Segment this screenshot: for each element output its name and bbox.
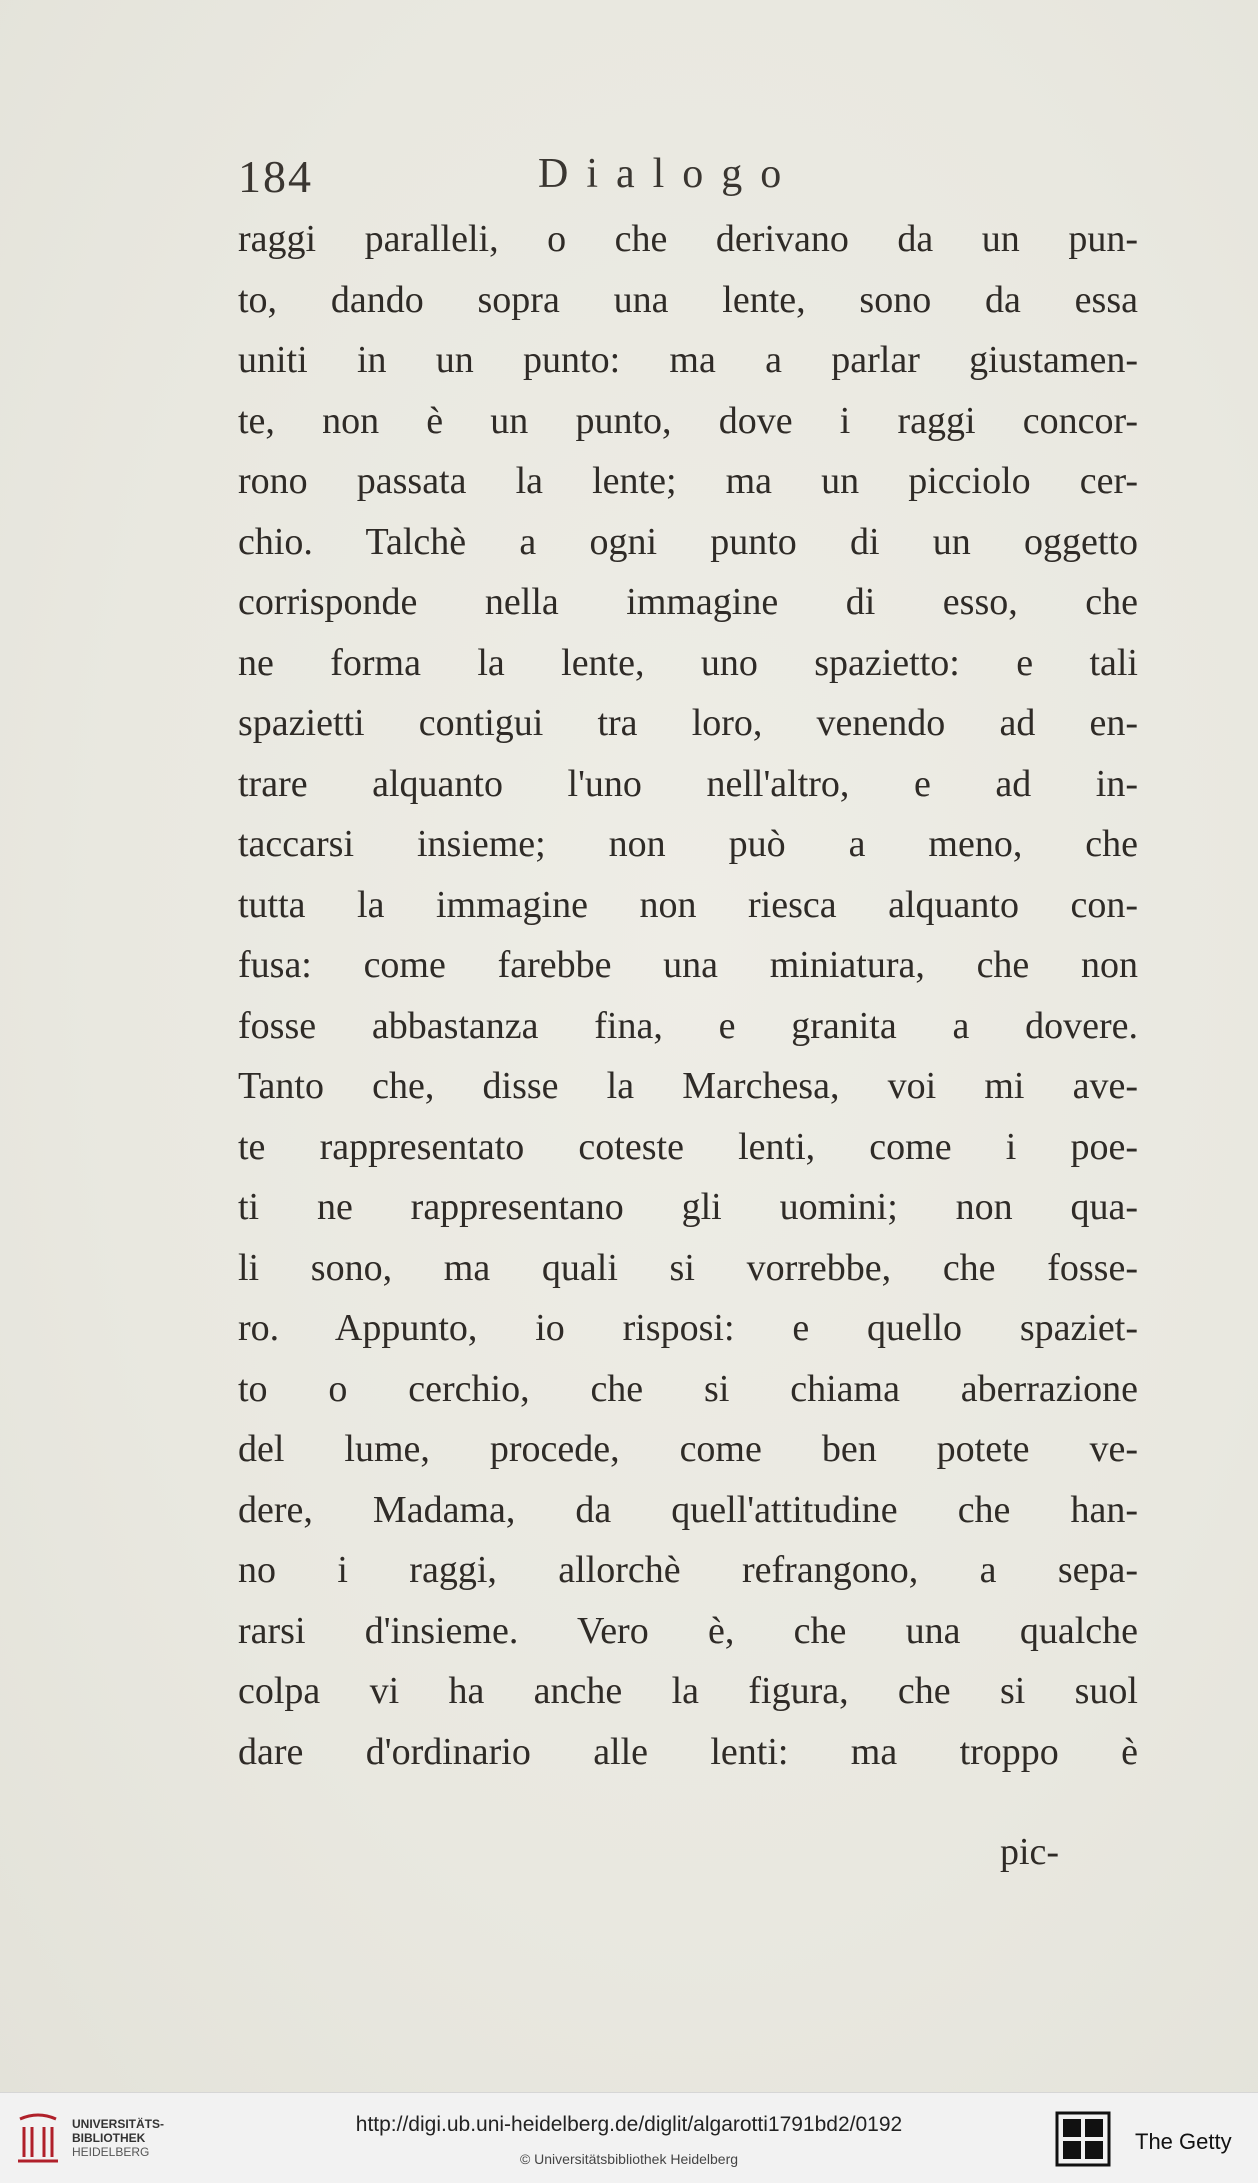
page-header [238, 150, 1138, 210]
text-line: fusa: come farebbe una miniatura, che non [238, 944, 1138, 986]
text-line: to o cerchio, che si chiama aberrazione [238, 1367, 1138, 1410]
text-line: corrisponde nella immagine di esso, che [238, 581, 1138, 623]
text-line: del lume, procede, come ben potete ve- [238, 1428, 1138, 1470]
text-line: no i raggi, allorchè refrangono, a sepa- [238, 1549, 1138, 1591]
text-line: te rappresentato coteste lenti, come i poe- [238, 1125, 1138, 1168]
library-name: UNIVERSITÄTS- BIBLIOTHEK HEIDELBERG [72, 2117, 165, 2159]
getty-mark-icon [1055, 2111, 1111, 2167]
text-line: rono passata la lente; ma un picciolo cer- [238, 460, 1138, 502]
text-line: uniti in un punto: ma a parlar giustamen- [238, 339, 1138, 381]
body-text [238, 209, 1138, 1782]
text-line: li sono, ma quali si vorrebbe, che fosse- [238, 1246, 1138, 1289]
running-title: Dialogo [538, 151, 800, 197]
text-line: raggi paralleli, o che derivano da un pun- [238, 218, 1138, 260]
getty-logo[interactable] [1055, 2107, 1245, 2171]
text-line: spazietti contigui tra loro, venendo ad en- [238, 702, 1138, 744]
text-line: dare d'ordinario alle lenti: ma troppo è [238, 1730, 1138, 1773]
catchword: pic- [1000, 1831, 1060, 1873]
text-line: colpa vi ha anche la figura, che si suol [238, 1670, 1138, 1712]
text-line: te, non è un punto, dove i raggi concor- [238, 399, 1138, 442]
permalink-url[interactable]: http://digi.ub.uni-heidelberg.de/diglit/algarotti1791bd2/0192 [355, 2113, 903, 2136]
text-line: rarsi d'insieme. Vero è, che una qualche [238, 1609, 1138, 1652]
text-line: ne forma la lente, uno spazietto: e tali [238, 641, 1138, 684]
text-line: ro. Appunto, io risposi: e quello spaziet- [238, 1307, 1138, 1349]
viewer-footer [0, 2092, 1258, 2183]
text-line: ti ne rappresentano gli uomini; non qua- [238, 1186, 1138, 1228]
text-line: taccarsi insieme; non può a meno, che [238, 823, 1138, 865]
text-line: Tanto che, disse la Marchesa, voi mi ave- [238, 1065, 1138, 1107]
page-number: 184 [238, 151, 313, 202]
text-line: to, dando sopra una lente, sono da essa [238, 278, 1138, 321]
text-line: fosse abbastanza fina, e granita a dovere. [238, 1004, 1138, 1047]
text-line: dere, Madama, da quell'attitudine che han- [238, 1488, 1138, 1531]
text-line: chio. Talchè a ogni punto di un oggetto [238, 520, 1138, 563]
text-line: tutta la immagine non riesca alquanto con- [238, 883, 1138, 926]
text-line: trare alquanto l'uno nell'altro, e ad in- [238, 762, 1138, 805]
copyright-notice: © Universitätsbibliothek Heidelberg [519, 2151, 739, 2167]
getty-label: The Getty [1135, 2129, 1232, 2154]
